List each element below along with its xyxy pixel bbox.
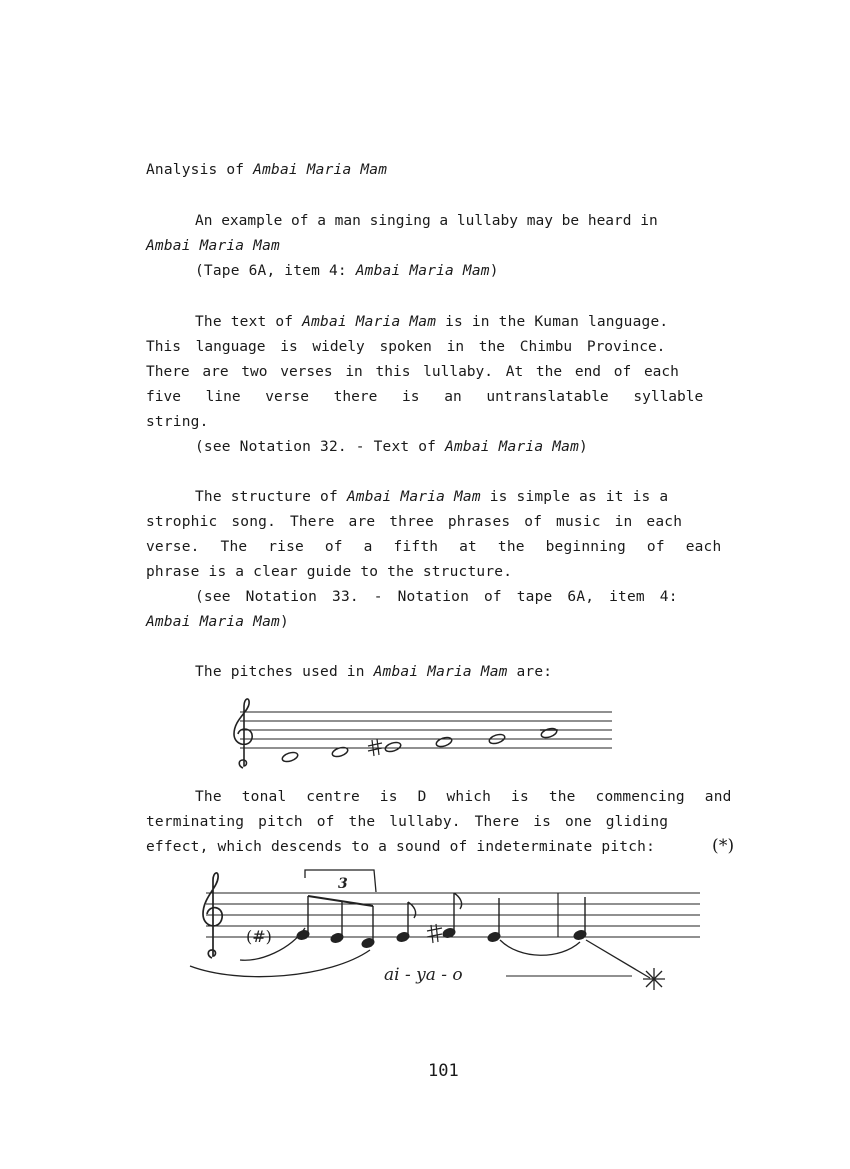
p2-l4-text: five line verse there is an untranslatable syllable [146, 389, 704, 405]
paragraph-2-line-1: The text of Ambai Maria Mam is in the Kuman language. [195, 314, 669, 330]
paragraph-5-line-3: effect, which descends to a sound of indeterminate pitch: [146, 839, 655, 855]
paragraph-3-line-6: Ambai Maria Mam) [146, 614, 289, 630]
notation-33-reference: (see Notation 33. - Notation of tape 6A, item 4: [195, 589, 678, 605]
paragraph-3-line-2: strophic song. There are three phrases of music in each [146, 514, 683, 530]
indeterminate-pitch-mark: (*) [712, 836, 735, 856]
sharp-icon [427, 924, 442, 943]
bracketed-sharp: (#) [246, 927, 272, 946]
pitches-intro: The pitches used in Ambai Maria Mam are: [195, 664, 553, 680]
paragraph-1-line-2: Ambai Maria Mam [146, 238, 280, 254]
indeterminate-pitch-star-icon [643, 968, 665, 990]
lyrics-text: ai - ya - o [384, 965, 463, 985]
paragraph-3-line-3: verse. The rise of a fifth at the beginning of each [146, 539, 722, 555]
paragraph-2-line-5: string. [146, 414, 209, 430]
paragraph-1-line-1: An example of a man singing a lullaby may be heard in [195, 213, 658, 229]
p2-l2-text: This language is widely spoken in the Chimbu Province. [146, 339, 666, 355]
paragraph-3-line-4: phrase is a clear guide to the structure. [146, 564, 513, 580]
paragraph-5-line-2: terminating pitch of the lullaby. There is one gliding [146, 814, 669, 830]
paragraph-5-line-1: The tonal centre is D which is the commencing and [195, 789, 732, 805]
triplet-number: 3 [338, 876, 348, 892]
p2-l3-text: There are two verses in this lullaby. At the end of each [146, 364, 679, 380]
page-number: 101 [428, 1061, 459, 1081]
notation-32-reference: (see Notation 32. - Text of Ambai Maria Mam) [195, 439, 588, 455]
paragraph-3-line-1: The structure of Ambai Maria Mam is simple as it is a [195, 489, 669, 505]
heading-title: Ambai Maria Mam [253, 162, 388, 178]
heading-prefix: Analysis of [146, 162, 245, 178]
tape-reference-1: (Tape 6A, item 4: Ambai Maria Mam) [195, 263, 499, 279]
